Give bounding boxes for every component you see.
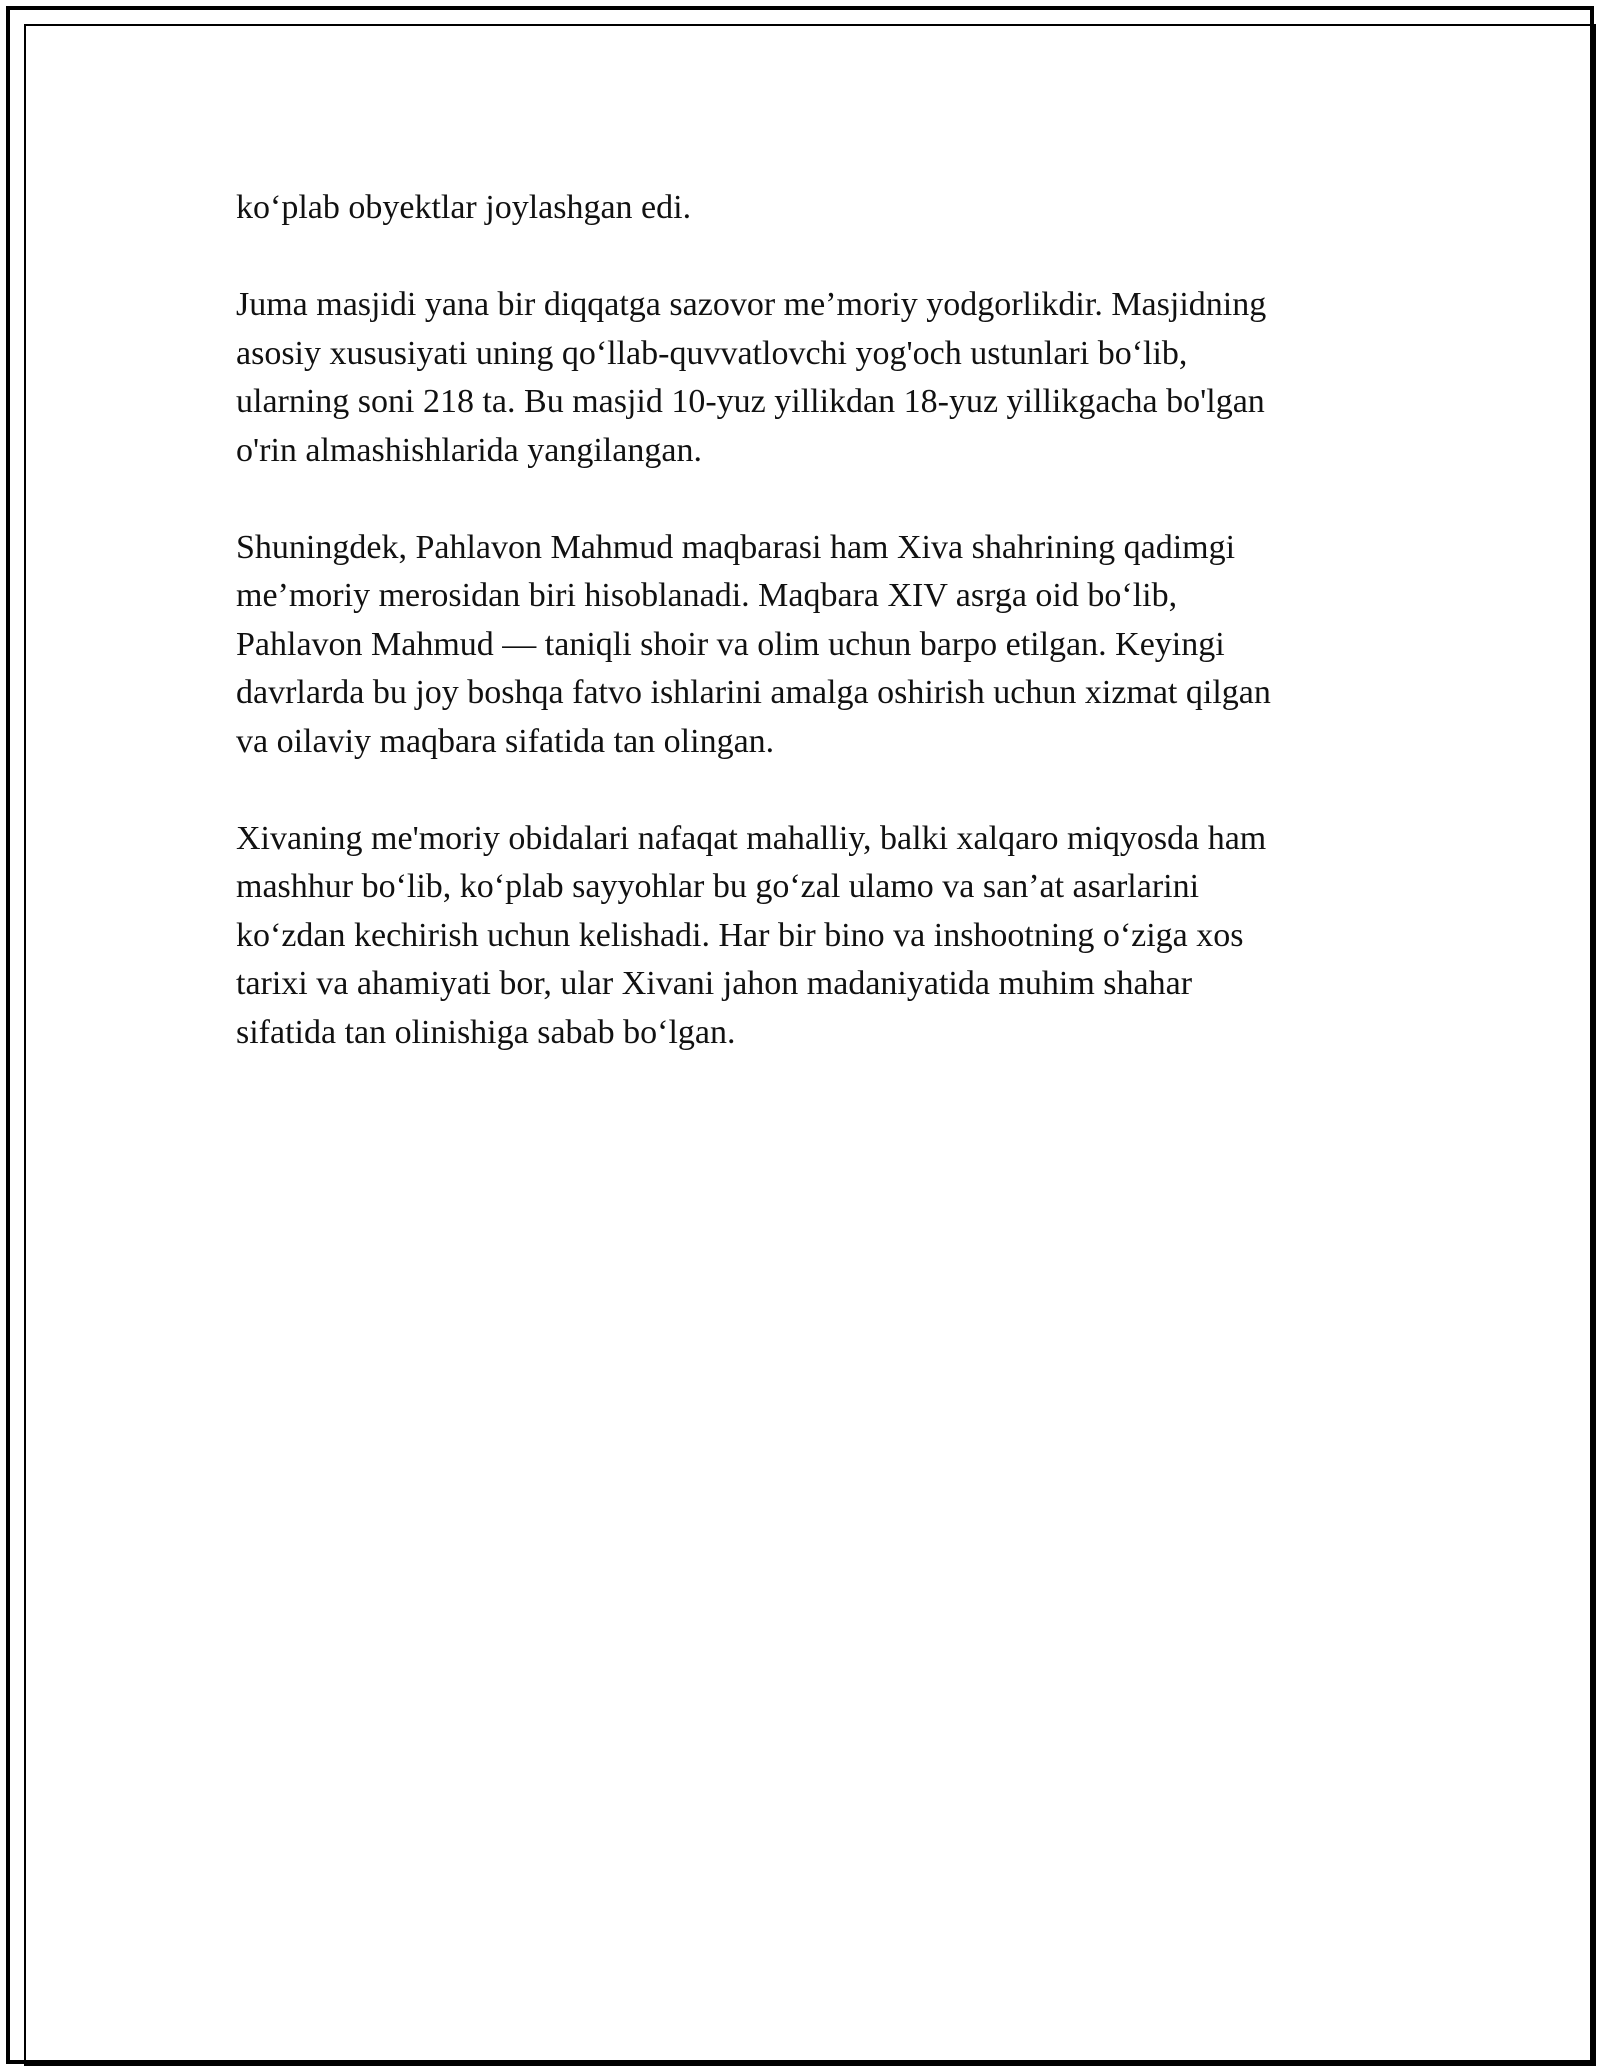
paragraph-3 bbox=[236, 524, 1366, 767]
text-line: Xivaning me'moriy obidalari nafaqat mahalliy, balki xalqaro miqyosda ham bbox=[236, 819, 1267, 857]
text-line: va oilaviy maqbara sifatida tan olingan. bbox=[236, 722, 775, 760]
paragraph-1 bbox=[236, 184, 1366, 233]
text-line: davrlarda bu joy boshqa fatvo ishlarini amalga oshirish uchun xizmat qilgan bbox=[236, 674, 1271, 711]
paragraph-4 bbox=[236, 815, 1366, 1058]
text-line: Juma masjidi yana bir diqqatga sazovor me’moriy yodgorlikdir. Masjidning bbox=[236, 286, 1267, 323]
text-line: asosiy xususiyati uning qo‘llab-quvvatlovchi yog'och ustunlari bo‘lib, bbox=[236, 334, 1188, 372]
text-line: sifatida tan olinishiga sabab bo‘lgan. bbox=[236, 1013, 736, 1051]
text-line: Pahlavon Mahmud — taniqli shoir va olim uchun barpo etilgan. Keyingi bbox=[236, 625, 1225, 663]
text-line: ularning soni 218 ta. Bu masjid 10-yuz yillikdan 18-yuz yillikgacha bo'lgan bbox=[236, 383, 1265, 420]
text-line: Shuningdek, Pahlavon Mahmud maqbarasi ham Xiva shahrining qadimgi bbox=[236, 528, 1236, 566]
text-line: tarixi va ahamiyati bor, ular Xivani jahon madaniyatida muhim shahar bbox=[236, 965, 1193, 1002]
text-line: ko‘plab obyektlar joylashgan edi. bbox=[236, 189, 692, 226]
paragraph-2 bbox=[236, 281, 1366, 475]
text-line: o'rin almashishlarida yangilangan. bbox=[236, 431, 702, 469]
text-line: ko‘zdan kechirish uchun kelishadi. Har bir bino va inshootning o‘ziga xos bbox=[236, 916, 1244, 954]
document-body bbox=[236, 184, 1366, 1106]
text-line: me’moriy merosidan biri hisoblanadi. Maqbara XIV asrga oid bo‘lib, bbox=[236, 577, 1178, 614]
text-line: mashhur bo‘lib, ko‘plab sayyohlar bu go‘zal ulamo va san’at asarlarini bbox=[236, 868, 1200, 905]
